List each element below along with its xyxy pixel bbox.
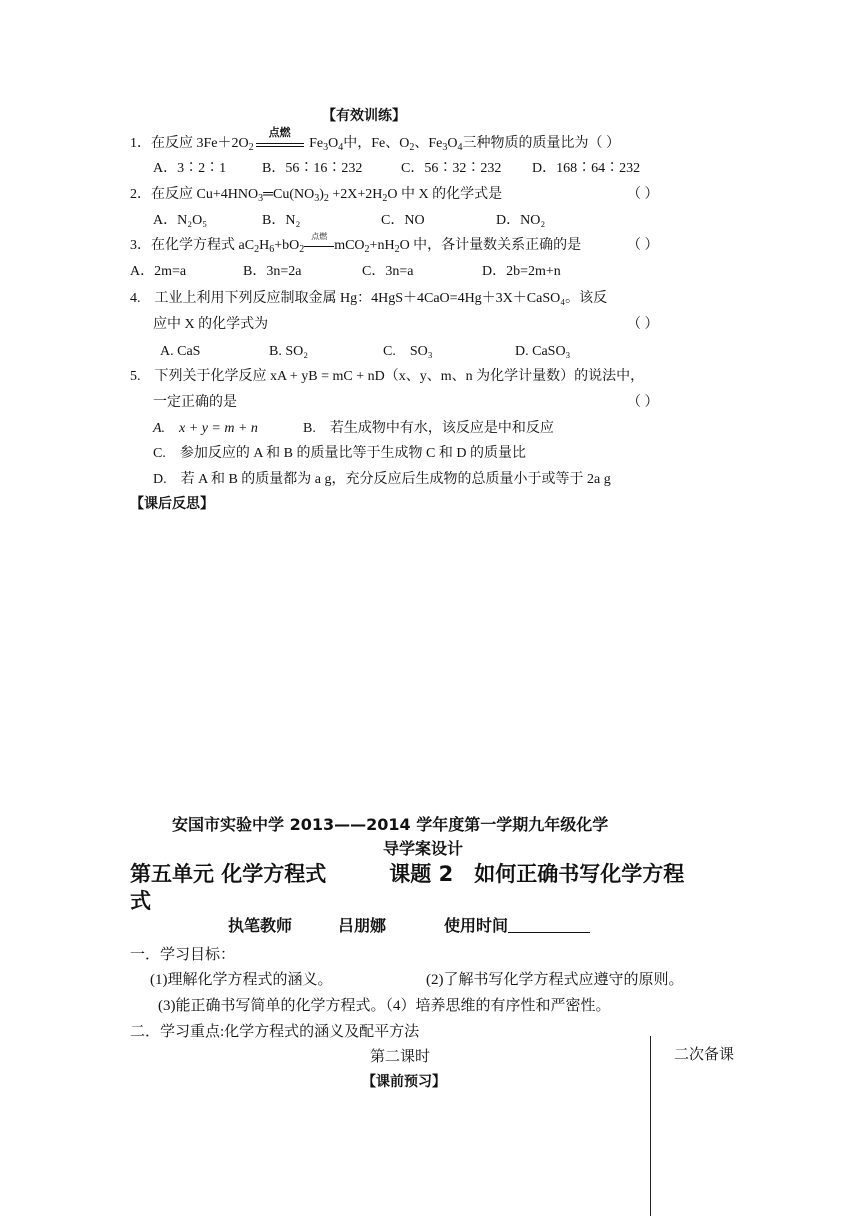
- question-3: 3．在化学方程式 $aC_2H_6+bO_2$ 点燃 $mCO_2+nH_2O$ 中，各计量数关系正确的是: [130, 232, 582, 255]
- key-points: 二．学习重点:化学方程式的涵义及配平方法: [130, 1024, 420, 1040]
- q2-option-d: D．NO₂: [496, 213, 546, 228]
- q1-option-d: D．168∶64∶232: [532, 161, 641, 176]
- reaction-condition: 点燃: [256, 134, 304, 147]
- unit-title-end: 式: [130, 889, 151, 913]
- q3-option-c: C．3n=a: [362, 264, 414, 279]
- q2-answer-bracket: （ ）: [627, 187, 659, 202]
- reaction-condition-arrow: 点燃: [304, 237, 334, 249]
- q5-option-b: B. 若生成物中有水，该反应是中和反应: [303, 421, 554, 436]
- unit-title: 第五单元 化学方程式 课题 2 如何正确书写化学方程: [130, 862, 685, 886]
- question-2: 2．在反应 $Cu+4HNO_3═Cu(NO_3)_2 +2X+2H_2O$ 中 X 的化学式是: [130, 187, 503, 204]
- question-4: 4. 工业上利用下列反应制取金属 Hg：4HgS＋4CaO=4Hg＋3X＋CaSO₄。该反: [130, 291, 608, 306]
- goals-title: 一．学习目标：: [130, 947, 236, 963]
- question-5: 5. 下列关于化学反应 xA + yB = mC + nD（x、y、m、n 为化学计量数）的说法中，: [130, 369, 645, 384]
- preview-heading: 【课前预习】: [362, 1075, 446, 1090]
- q1-option-a: A．3∶2∶1: [153, 161, 227, 176]
- q2-option-c: C．NO: [381, 213, 425, 228]
- teacher-line: [228, 916, 590, 936]
- q4-answer-bracket: （ ）: [627, 317, 659, 332]
- goal-2: (2)了解书写化学方程式应遵守的原则。: [426, 972, 684, 988]
- q1-option-b: B．56∶16∶232: [262, 161, 363, 176]
- goal-1: (1)理解化学方程式的涵义。: [150, 972, 333, 988]
- q5-option-c: C. 参加反应的 A 和 B 的质量比等于生成物 C 和 D 的质量比: [153, 446, 526, 461]
- time-blank: [508, 916, 590, 933]
- q4-option-b: B. SO₂: [269, 344, 309, 359]
- question-1: 1．在反应 $3Fe+2O_2$ 点燃 $Fe_3O_4$中，Fe、$O_2$、$Fe_3O_4$三种物质的质量比为（ ）: [130, 126, 620, 153]
- school-title: 安国市实验中学 2013——2014 学年度第一学期九年级化学: [172, 815, 609, 834]
- time-label: 使用时间: [444, 916, 509, 935]
- q4-option-c: C. SO₃: [383, 344, 433, 359]
- question-4-line2: 应中 X 的化学式为: [153, 317, 269, 332]
- q5-answer-bracket: （ ）: [627, 395, 659, 410]
- teacher-name: 吕朋娜: [338, 916, 387, 935]
- q4-option-d: D. CaSO₃: [515, 344, 571, 359]
- q4-option-a: A. CaS: [160, 344, 201, 359]
- q3-option-b: B．3n=2a: [243, 264, 302, 279]
- column-divider: [650, 1036, 651, 1216]
- q1-number: 1．: [130, 136, 151, 151]
- q3-option-d: D．2b=2m+n: [482, 264, 561, 279]
- period-label: 第二课时: [370, 1049, 431, 1065]
- q2-option-a: A．N₂O₅: [153, 213, 208, 228]
- question-5-line2: 一定正确的是: [153, 395, 237, 410]
- side-note: 二次备课: [674, 1047, 735, 1063]
- q5-option-d: D. 若 A 和 B 的质量都为 a g，充分反应后生成物的总质量小于或等于 2a g: [153, 472, 611, 487]
- design-title: 导学案设计: [383, 839, 464, 858]
- q1-option-c: C．56∶32∶232: [401, 161, 502, 176]
- goal-3: (3)能正确书写简单的化学方程式。（4）培养思维的有序性和严密性。: [158, 998, 611, 1014]
- training-heading: 【有效训练】: [322, 109, 406, 124]
- q3-answer-bracket: （ ）: [627, 238, 659, 253]
- teacher-label: 执笔教师: [228, 916, 293, 935]
- reflection-heading: 【课后反思】: [130, 497, 214, 512]
- q5-option-a: A. x + y = m + n: [153, 421, 258, 436]
- q3-option-a: A．2m=a: [130, 264, 187, 279]
- q2-option-b: B．N₂: [262, 213, 301, 228]
